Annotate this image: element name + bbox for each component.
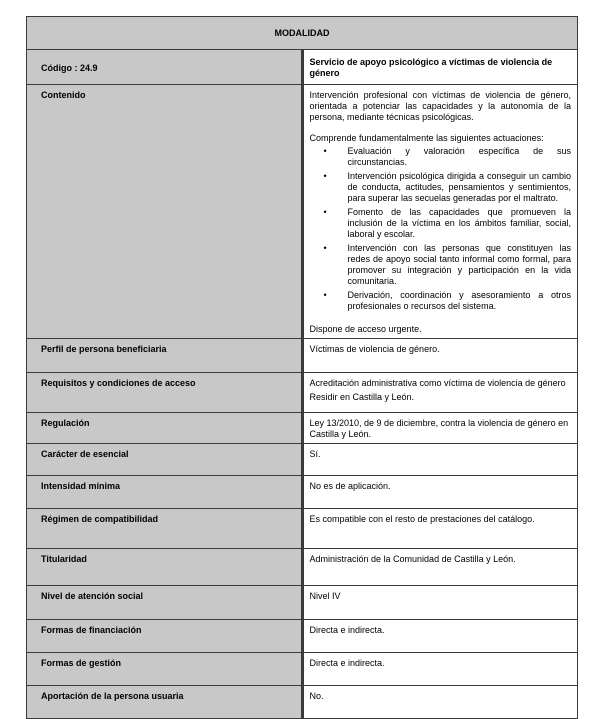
intensidad-value: No es de aplicación.	[302, 476, 578, 509]
list-item: • Evaluación y valoración específica de sus circunstancias.	[323, 146, 571, 167]
titularidad-label: Titularidad	[27, 549, 303, 586]
actuaciones-list	[310, 146, 572, 312]
modality-table	[26, 16, 578, 719]
regulacion-row	[27, 413, 578, 444]
gestion-row	[27, 653, 578, 686]
code-row	[27, 50, 578, 85]
intensidad-row	[27, 476, 578, 509]
bullet-icon: •	[323, 146, 327, 156]
caracter-row	[27, 444, 578, 476]
titularidad-value: Administración de la Comunidad de Castilla y León.	[302, 549, 578, 586]
contenido-label: Contenido	[27, 85, 303, 339]
bullet-icon: •	[323, 207, 327, 217]
nivel-row	[27, 586, 578, 620]
titularidad-row	[27, 549, 578, 586]
financiacion-row	[27, 620, 578, 653]
financiacion-value: Directa e indirecta.	[302, 620, 578, 653]
caracter-value: Sí.	[302, 444, 578, 476]
service-name: Servicio de apoyo psicológico a víctimas de violencia de género	[302, 50, 578, 85]
bullet-icon: •	[323, 243, 327, 253]
perfil-row	[27, 339, 578, 373]
requisitos-label: Requisitos y condiciones de acceso	[27, 373, 303, 413]
requisitos-cell	[302, 373, 578, 413]
gestion-label: Formas de gestión	[27, 653, 303, 686]
nivel-label: Nivel de atención social	[27, 586, 303, 620]
modality-sheet	[26, 16, 578, 719]
code-label: Código : 24.9	[27, 50, 303, 85]
bullet-icon: •	[323, 290, 327, 300]
aportacion-value: No.	[302, 686, 578, 719]
caracter-label: Carácter de esencial	[27, 444, 303, 476]
regulacion-label: Regulación	[27, 413, 303, 444]
regimen-row	[27, 509, 578, 549]
contenido-intro: Intervención profesional con víctimas de violencia de género, orientada a potenciar las capacidades y la autonomía de la persona, mediante técnicas psicológicas.	[309, 90, 571, 122]
list-item: • Intervención con las personas que constituyen las redes de apoyo social tanto informal como formal, para promover su integración y participación en la vida comunitaria.	[323, 243, 571, 286]
list-item: • Derivación, coordinación y asesoramiento a otros profesionales o recursos del sistema.	[323, 290, 571, 311]
contenido-closing: Dispone de acceso urgente.	[309, 324, 422, 334]
aportacion-row	[27, 686, 578, 719]
requisitos-line-2: Residir en Castilla y León.	[309, 392, 415, 402]
regulacion-value: Ley 13/2010, de 9 de diciembre, contra la violencia de género en Castilla y León.	[302, 413, 578, 444]
bullet-icon: •	[323, 171, 327, 181]
table-title: MODALIDAD	[27, 17, 578, 50]
perfil-label: Perfil de persona beneficiaria	[27, 339, 303, 373]
perfil-value: Víctimas de violencia de género.	[302, 339, 578, 373]
aportacion-label: Aportación de la persona usuaria	[27, 686, 303, 719]
list-item: • Intervención psicológica dirigida a conseguir un cambio de conducta, actitudes, pensamientos y sentimientos, para superar las secuelas generadas por el maltrato.	[323, 171, 571, 203]
requisitos-row	[27, 373, 578, 413]
requisitos-line-1: Acreditación administrativa como víctima de violencia de género	[309, 378, 566, 388]
header-row	[27, 17, 578, 50]
gestion-value: Directa e indirecta.	[302, 653, 578, 686]
nivel-value: Nivel IV	[302, 586, 578, 620]
list-item: • Fomento de las capacidades que promueven la inclusión de la víctima en los ámbitos familiar, social, laboral y escolar.	[323, 207, 571, 239]
financiacion-label: Formas de financiación	[27, 620, 303, 653]
regimen-label: Régimen de compatibilidad	[27, 509, 303, 549]
contenido-row	[27, 85, 578, 339]
regimen-value: Es compatible con el resto de prestaciones del catálogo.	[302, 509, 578, 549]
intensidad-label: Intensidad mínima	[27, 476, 303, 509]
contenido-lead: Comprende fundamentalmente las siguientes actuaciones:	[309, 133, 544, 143]
contenido-cell	[302, 85, 578, 339]
